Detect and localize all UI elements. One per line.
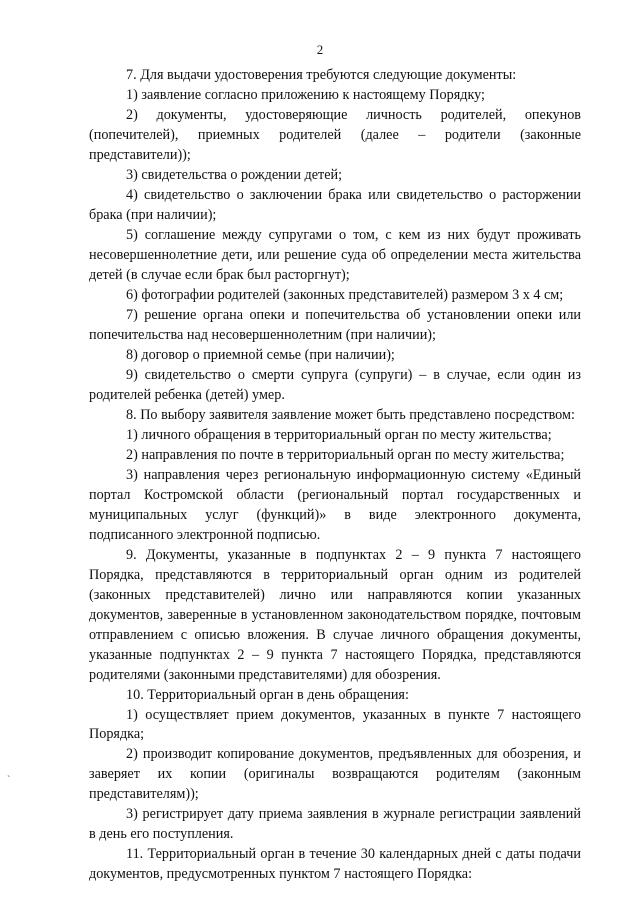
list-item: 4) свидетельство о заключении брака или свидетельство о расторжении брака (при наличии); [89, 186, 581, 223]
list-item: 5) соглашение между супругами о том, с кем из них будут проживать несовершеннолетние дети, или решение суда об определении места жительства детей (в случае если брак был расторгнут); [89, 226, 581, 283]
list-item: 7) решение органа опеки и попечительства об установлении опеки или попечительства над несовершеннолетним (при наличии); [89, 306, 581, 343]
page-number: 2 [316, 42, 324, 57]
list-item: 8) договор о приемной семье (при наличии); [126, 346, 395, 363]
paragraph: 10. Территориальный орган в день обращения: [126, 686, 409, 703]
paragraph: 11. Территориальный орган в течение 30 календарных дней с даты подачи документов, предусмотренных пунктом 7 настоящего Порядка: [89, 846, 581, 883]
list-item: 2) документы, удостоверяющие личность родителей, опекунов (попечителей), приемных родителей (далее – родители (законные представители)); [89, 106, 581, 163]
list-item: 2) производит копирование документов, предъявленных для обозрения, и заверяет их копии (оригиналы возвращаются родителям (законным представителям)); [89, 746, 581, 803]
list-item: 1) осуществляет прием документов, указанных в пункте 7 настоящего Порядка; [89, 706, 581, 743]
list-item: 2) направления по почте в территориальный орган по месту жительства; [126, 446, 565, 463]
list-item: 3) направления через региональную информационную систему «Единый портал Костромской области (региональный портал государственных и муниципальных услуг (функций)» в виде электронного документа, подписанного электронной подписью. [89, 466, 581, 543]
list-item: 3) регистрирует дату приема заявления в журнале регистрации заявлений в день его поступления. [89, 806, 581, 843]
list-item: 9) свидетельство о смерти супруга (супруги) – в случае, если один из родителей ребенка (детей) умер. [89, 366, 581, 403]
stray-mark: ` [7, 775, 11, 786]
paragraph: 8. По выбору заявителя заявление может быть представлено посредством: [126, 406, 575, 423]
list-item: 1) личного обращения в территориальный орган по месту жительства; [126, 426, 552, 443]
paragraph: 7. Для выдачи удостоверения требуются следующие документы: [126, 67, 517, 83]
paragraph: 9. Документы, указанные в подпунктах 2 – 9 пункта 7 настоящего Порядка, представляются в территориальный орган одним из родителей (законных представителей) лично или направляются копии указанных документов, заверенные в установленном законодательством порядке, почтовым отправлением с описью вложения. В случае личного обращения документы, указанные подпунктах 2 – 9 пункта 7 настоящего Порядка, представляются родителями (законными представителями) для обозрения. [89, 546, 581, 683]
document-body [89, 66, 581, 885]
list-item: 6) фотографии родителей (законных представителей) размером 3 х 4 см; [126, 286, 564, 303]
list-item: 3) свидетельства о рождении детей; [126, 166, 343, 183]
list-item: 1) заявление согласно приложению к настоящему Порядку; [126, 86, 485, 103]
